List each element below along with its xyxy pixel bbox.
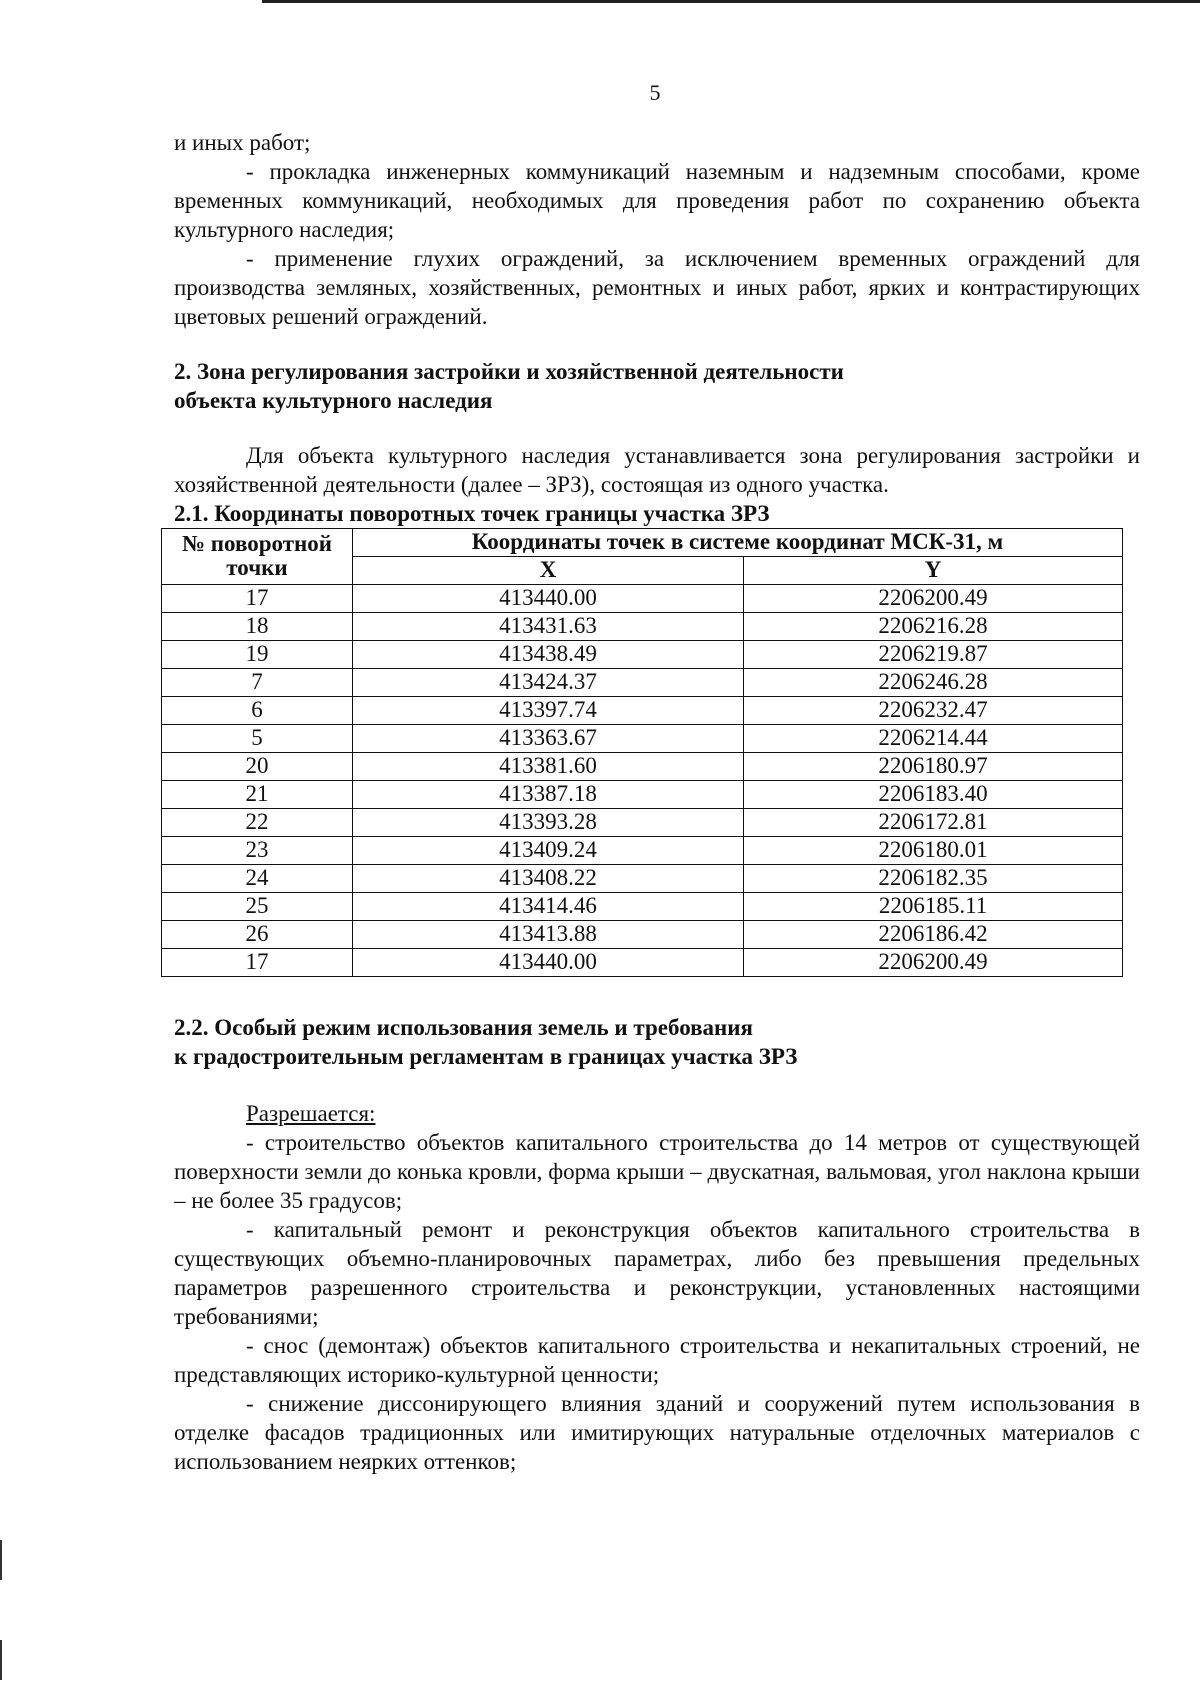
cell-x: 413363.67: [352, 725, 743, 753]
header-x: X: [352, 557, 743, 585]
table-body: [162, 585, 1123, 977]
table-row: [162, 669, 1123, 697]
document-body: [174, 128, 1140, 1476]
cell-point-number: 7: [162, 669, 353, 697]
margin-mark: [0, 1540, 2, 1580]
cell-y: 2206216.28: [744, 613, 1123, 641]
cell-point-number: 17: [162, 585, 353, 613]
section-2-heading: [174, 357, 1140, 415]
cell-y: 2206200.49: [744, 949, 1123, 977]
page-number: 5: [649, 80, 661, 105]
cell-x: 413414.46: [352, 893, 743, 921]
cell-y: 2206246.28: [744, 669, 1123, 697]
table-header-row: [162, 529, 1123, 557]
intro-item-2: - применение глухих ограждений, за исключением временных ограждений для производства земляных, хозяйственных, ремонтных и иных работ, ярких и контрастирующих цветовых решений ограждений.: [174, 246, 1140, 329]
allowed-item-3: - снос (демонтаж) объектов капитального строительства и некапитальных строений, не представляющих историко-культурной ценности;: [174, 1333, 1140, 1387]
cell-x: 413424.37: [352, 669, 743, 697]
allowed-item-2: - капитальный ремонт и реконструкция объектов капитального строительства в существующих объемно-планировочных параметрах, либо без превышения предельных параметров разрешенного строительства и реконструкции, установленных настоящими требованиями;: [174, 1217, 1140, 1329]
cell-x: 413440.00: [352, 949, 743, 977]
cell-point-number: 20: [162, 753, 353, 781]
cell-y: 2206180.01: [744, 837, 1123, 865]
table-row: [162, 893, 1123, 921]
cell-y: 2206200.49: [744, 585, 1123, 613]
section-2-2-title-line-1: 2.2. Особый режим использования земель и требования: [174, 1015, 753, 1040]
table-row: [162, 809, 1123, 837]
allowed-item-4: - снижение диссонирующего влияния зданий и сооружений путем использования в отделке фасадов традиционных или имитирующих натуральные отделочных материалов с использованием неярких оттенков;: [174, 1391, 1140, 1474]
table-row: [162, 697, 1123, 725]
cell-point-number: 18: [162, 613, 353, 641]
table-row: [162, 921, 1123, 949]
cell-x: 413438.49: [352, 641, 743, 669]
table-row: [162, 613, 1123, 641]
header-coordinates: Координаты точек в системе координат МСК-31, м: [352, 529, 1122, 557]
table-row: [162, 725, 1123, 753]
cell-y: 2206214.44: [744, 725, 1123, 753]
header-y: Y: [744, 557, 1123, 585]
cell-x: 413381.60: [352, 753, 743, 781]
table-row: [162, 641, 1123, 669]
cell-point-number: 22: [162, 809, 353, 837]
section-2-title-line-1: 2. Зона регулирования застройки и хозяйственной деятельности: [174, 359, 844, 384]
top-rule: [262, 0, 1200, 3]
cell-x: 413409.24: [352, 837, 743, 865]
cell-x: 413413.88: [352, 921, 743, 949]
cell-y: 2206219.87: [744, 641, 1123, 669]
cell-point-number: 19: [162, 641, 353, 669]
cell-point-number: 25: [162, 893, 353, 921]
table-row: [162, 865, 1123, 893]
section-2-text: Для объекта культурного наследия устанавливается зона регулирования застройки и хозяйственной деятельности (далее – ЗРЗ), состоящая из одного участка.: [174, 443, 1140, 497]
cell-x: 413408.22: [352, 865, 743, 893]
header-point-line-2: точки: [226, 555, 288, 580]
cell-y: 2206182.35: [744, 865, 1123, 893]
section-2-1-title: 2.1. Координаты поворотных точек границы участка ЗРЗ: [174, 501, 770, 526]
cell-x: 413397.74: [352, 697, 743, 725]
cell-point-number: 26: [162, 921, 353, 949]
cell-point-number: 5: [162, 725, 353, 753]
cell-x: 413393.28: [352, 809, 743, 837]
cell-point-number: 23: [162, 837, 353, 865]
section-2-2-heading: [174, 1013, 1140, 1071]
header-point-line-1: № поворотной: [181, 531, 333, 556]
coordinates-table: [161, 528, 1123, 977]
cell-point-number: 24: [162, 865, 353, 893]
table-row: [162, 837, 1123, 865]
table-row: [162, 753, 1123, 781]
cell-y: 2206185.11: [744, 893, 1123, 921]
table-row: [162, 781, 1123, 809]
allowed-item-1: - строительство объектов капитального строительства до 14 метров от существующей поверхности земли до конька кровли, форма крыши – двускатная, вальмовая, угол наклона крыши – не более 35 градусов;: [174, 1130, 1140, 1213]
intro-item-1: - прокладка инженерных коммуникаций наземным и надземным способами, кроме временных коммуникаций, необходимых для проведения работ по сохранению объекта культурного наследия;: [174, 159, 1140, 242]
cell-point-number: 17: [162, 949, 353, 977]
cell-x: 413387.18: [352, 781, 743, 809]
cell-x: 413431.63: [352, 613, 743, 641]
cell-y: 2206232.47: [744, 697, 1123, 725]
table-row: [162, 585, 1123, 613]
margin-mark: [0, 1640, 2, 1680]
intro-line: и иных работ;: [174, 130, 311, 155]
allowed-label: Разрешается:: [246, 1101, 376, 1126]
cell-y: 2206172.81: [744, 809, 1123, 837]
cell-y: 2206180.97: [744, 753, 1123, 781]
cell-point-number: 6: [162, 697, 353, 725]
header-point-number: [162, 529, 353, 585]
cell-y: 2206183.40: [744, 781, 1123, 809]
section-2-2-title-line-2: к градостроительным регламентам в границах участка ЗРЗ: [174, 1044, 798, 1069]
section-2-title-line-2: объекта культурного наследия: [174, 388, 493, 413]
cell-x: 413440.00: [352, 585, 743, 613]
cell-y: 2206186.42: [744, 921, 1123, 949]
table-row: [162, 949, 1123, 977]
cell-point-number: 21: [162, 781, 353, 809]
allowed-label-paragraph: [174, 1099, 1140, 1128]
